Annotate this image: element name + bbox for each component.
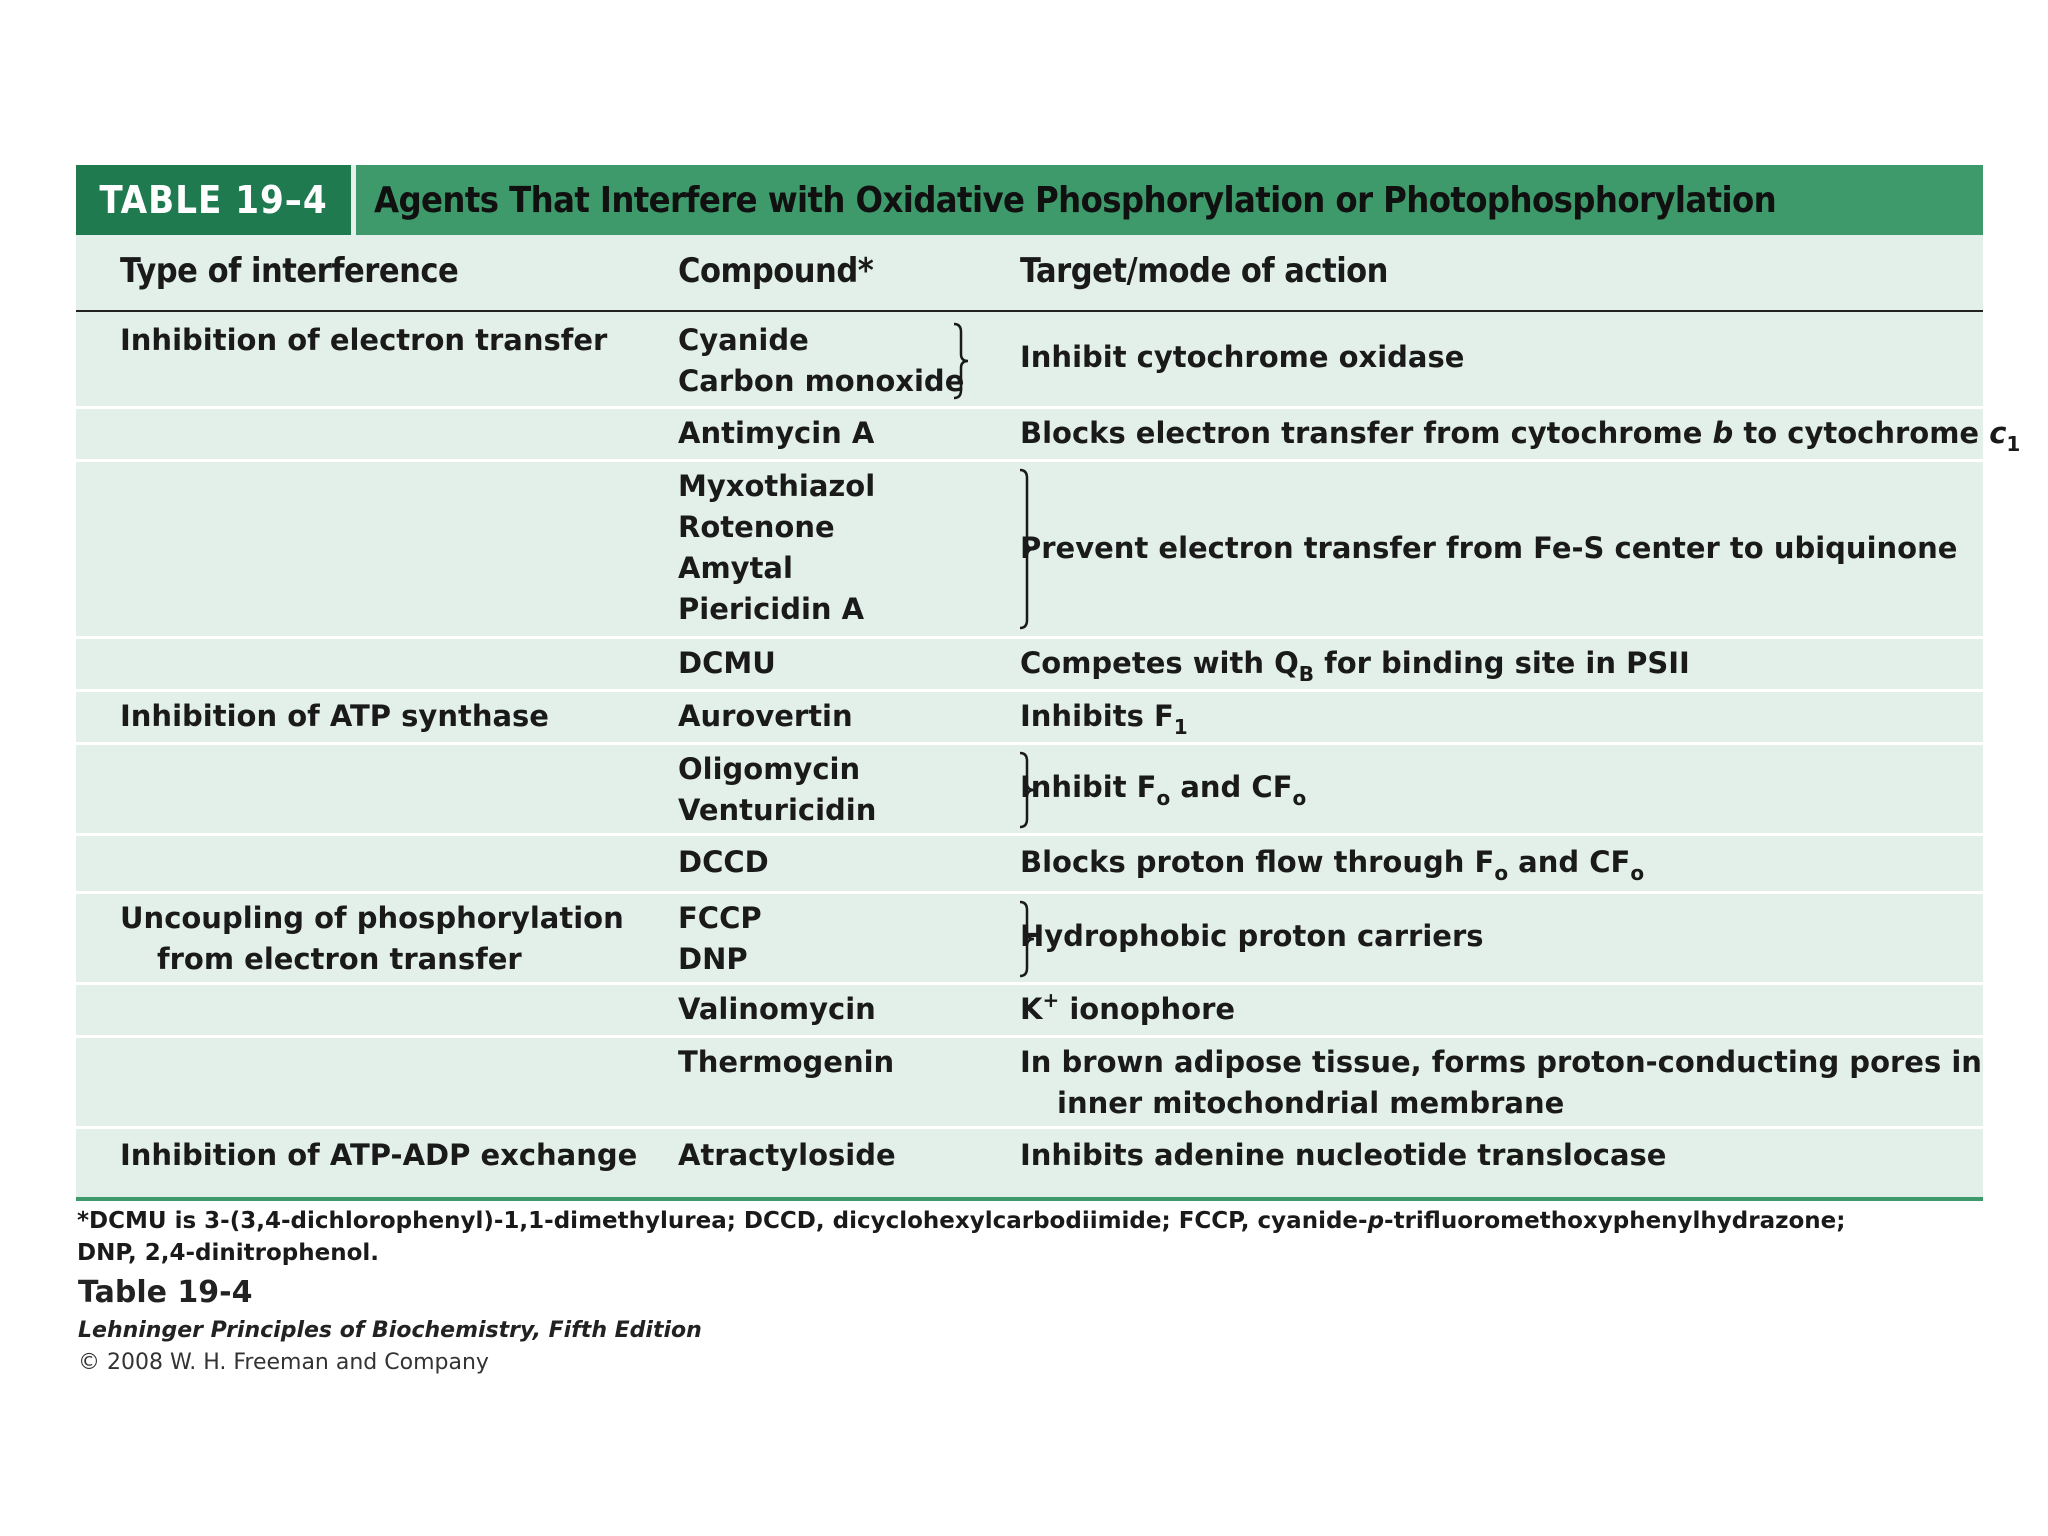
compound-cyanide: Cyanide <box>678 323 809 357</box>
brace-icon <box>952 322 970 400</box>
header-target: Target/mode of action <box>1020 251 1388 291</box>
group-atp-adp: Inhibition of ATP-ADP exchange <box>120 1138 638 1172</box>
table-number-label: TABLE 19–4 <box>76 165 351 235</box>
table-title: Agents That Interfere with Oxidative Phosphorylation or Photophosphorylation <box>374 179 1777 221</box>
compound-antimycin: Antimycin A <box>678 416 875 450</box>
compound-amytal: Amytal <box>678 551 793 585</box>
compound-aurovertin: Aurovertin <box>678 699 853 733</box>
caption-copyright: © 2008 W. H. Freeman and Company <box>78 1350 489 1375</box>
target-aurovertin: Inhibits $F_1$ <box>1020 699 1188 739</box>
table-footnote <box>77 1205 1957 1269</box>
table-row <box>76 639 1983 692</box>
footnote-line2: DNP, 2,4-dinitrophenol. <box>77 1240 379 1266</box>
table-row <box>76 1038 1983 1129</box>
table-header-row <box>76 235 1983 312</box>
compound-valinomycin: Valinomycin <box>678 992 876 1026</box>
table-title-bar <box>76 165 1983 235</box>
table-row <box>76 894 1983 985</box>
header-type: Type of interference <box>120 251 459 291</box>
target-dcmu: Competes with $Q_B$ for binding site in PSII <box>1020 646 1690 686</box>
table-row <box>76 462 1983 639</box>
table-row <box>76 692 1983 745</box>
target-antimycin: Blocks electron transfer from cytochrome b to cytochrome $c_1$ <box>1020 416 2021 456</box>
compound-dnp: DNP <box>678 942 748 976</box>
target-fes-ubiquinone: Prevent electron transfer from Fe-S center to ubiquinone <box>1020 531 1958 565</box>
footnote-line1: *DCMU is 3-(3,4-dichlorophenyl)-1,1-dimethylurea; DCCD, dicyclohexylcarbodiimide; FCCP, cyanide-p-trifluoromethoxyphenylhydrazone; <box>77 1208 1846 1234</box>
compound-oligomycin: Oligomycin <box>678 752 861 786</box>
target-oligomycin: Inhibit $F_o$ and $CF_o$ <box>1020 770 1307 810</box>
group-uncoupling-line1: Uncoupling of phosphorylation <box>120 901 624 935</box>
compound-dcmu: DCMU <box>678 646 776 680</box>
target-thermogenin-line2: inner mitochondrial membrane <box>1057 1086 1565 1120</box>
target-thermogenin-line1: In brown adipose tissue, forms proton-conducting pores in <box>1020 1045 1982 1079</box>
compound-piericidin: Piericidin A <box>678 592 865 626</box>
compound-carbon-monoxide: Carbon monoxide <box>678 364 965 398</box>
header-compound: Compound* <box>678 251 874 291</box>
table-row <box>76 312 1983 409</box>
target-translocase: Inhibits adenine nucleotide translocase <box>1020 1138 1667 1172</box>
table-row <box>76 836 1983 894</box>
table-row <box>76 745 1983 836</box>
table-row <box>76 985 1983 1038</box>
compound-atractyloside: Atractyloside <box>678 1138 896 1172</box>
compound-myxothiazol: Myxothiazol <box>678 469 876 503</box>
target-cytochrome-oxidase: Inhibit cytochrome oxidase <box>1020 340 1465 374</box>
compound-fccp: FCCP <box>678 901 762 935</box>
caption-book: Lehninger Principles of Biochemistry, Fifth Edition <box>78 1318 702 1343</box>
caption-title: Table 19-4 <box>78 1275 253 1310</box>
group-atp-synthase: Inhibition of ATP synthase <box>120 699 549 733</box>
table-row <box>76 1129 1983 1197</box>
target-valinomycin: K+ ionophore <box>1020 988 1236 1026</box>
compound-thermogenin: Thermogenin <box>678 1045 895 1079</box>
target-dccd: Blocks proton flow through $F_o$ and $CF_o$ <box>1020 845 1645 885</box>
table-19-4 <box>76 165 2021 1201</box>
group-uncoupling-line2: from electron transfer <box>157 942 522 976</box>
group-electron-transfer: Inhibition of electron transfer <box>120 323 608 357</box>
table-row <box>76 409 2021 462</box>
compound-dccd: DCCD <box>678 845 769 879</box>
target-proton-carriers: Hydrophobic proton carriers <box>1020 919 1484 953</box>
compound-venturicidin: Venturicidin <box>678 793 877 827</box>
table-body <box>76 235 2021 1201</box>
compound-rotenone: Rotenone <box>678 510 835 544</box>
